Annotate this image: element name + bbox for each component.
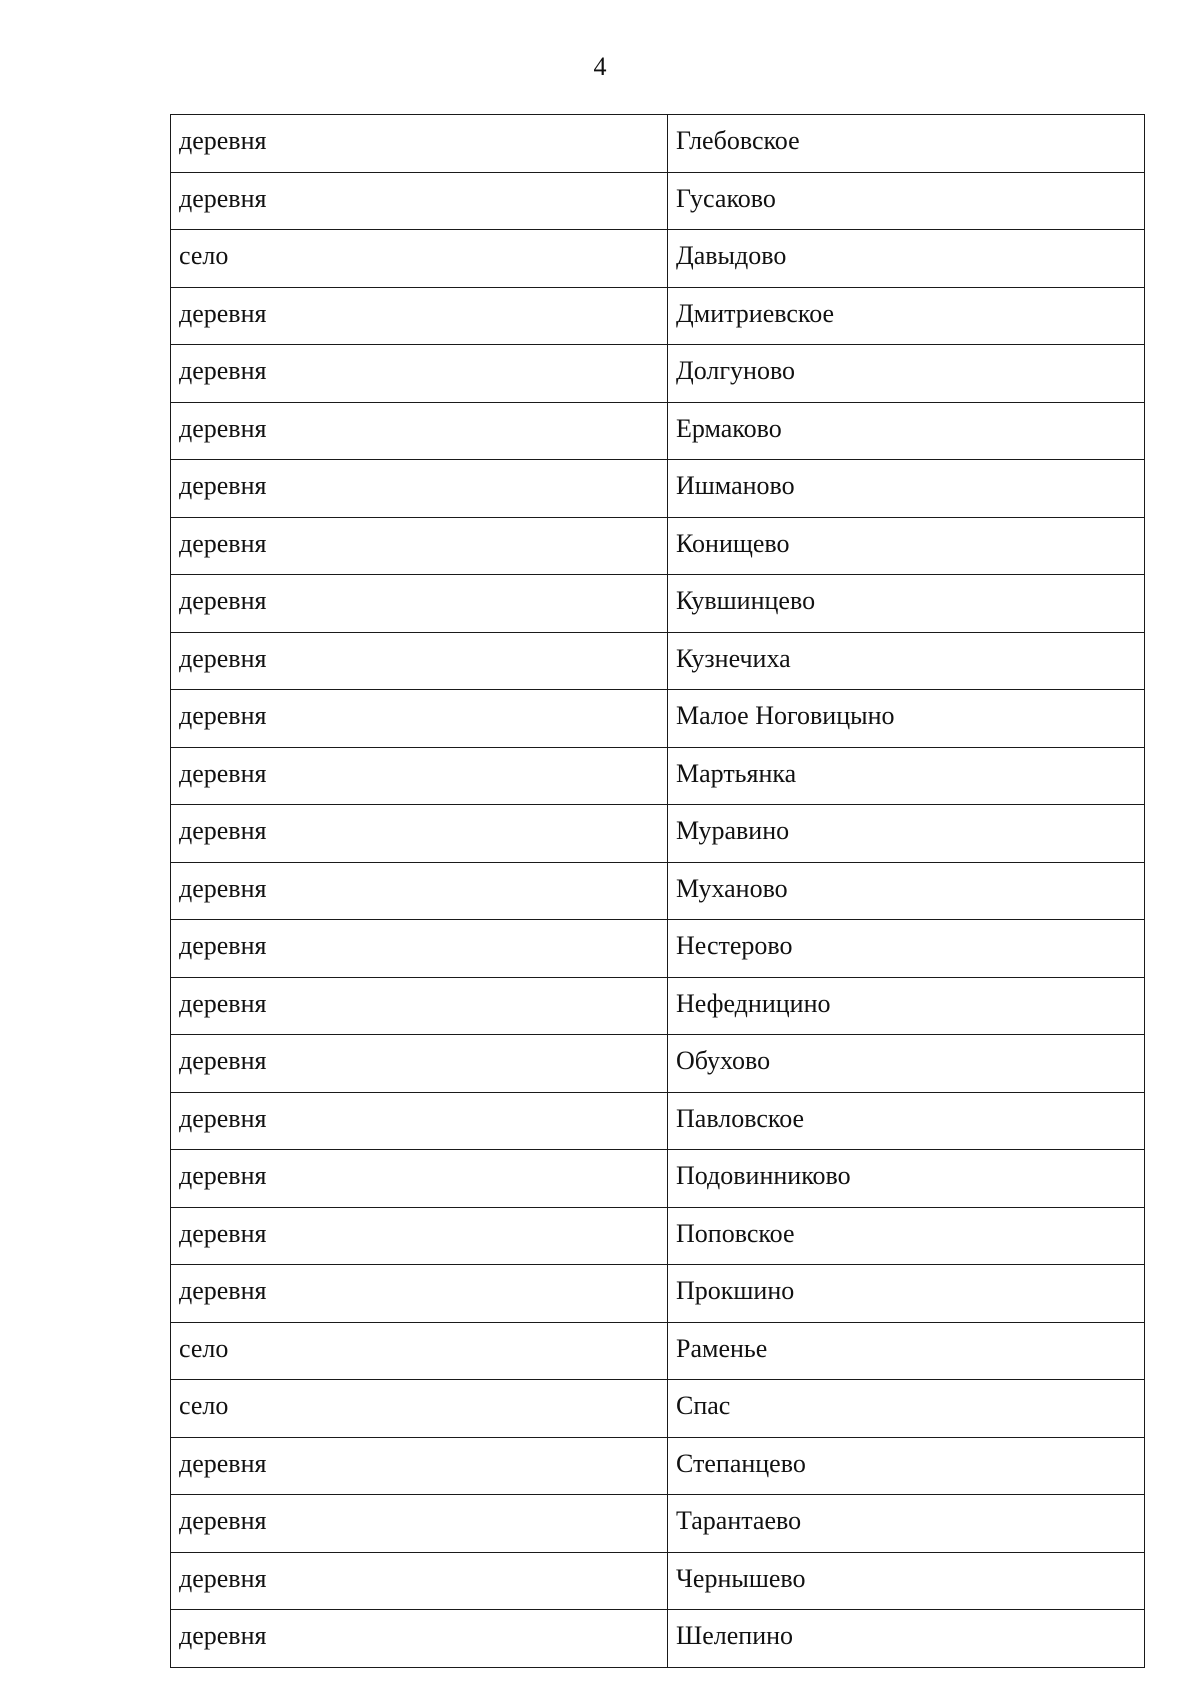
settlement-name-cell: Нестерово bbox=[668, 920, 1145, 978]
table-row bbox=[171, 805, 1145, 863]
settlement-type-cell: деревня bbox=[171, 1207, 668, 1265]
settlement-type-cell: деревня bbox=[171, 1552, 668, 1610]
settlement-type-cell: деревня bbox=[171, 402, 668, 460]
page-number: 4 bbox=[593, 52, 607, 81]
table-row bbox=[171, 977, 1145, 1035]
table-row bbox=[171, 402, 1145, 460]
settlement-type-cell: деревня bbox=[171, 747, 668, 805]
table-row bbox=[171, 460, 1145, 518]
settlement-type-cell: деревня bbox=[171, 115, 668, 173]
settlement-name-cell: Подовинниково bbox=[668, 1150, 1145, 1208]
settlement-name-cell: Муханово bbox=[668, 862, 1145, 920]
table-row bbox=[171, 115, 1145, 173]
settlement-type-cell: деревня bbox=[171, 517, 668, 575]
table-row bbox=[171, 690, 1145, 748]
settlement-name-cell: Прокшино bbox=[668, 1265, 1145, 1323]
table-row bbox=[171, 1380, 1145, 1438]
settlement-name-cell: Гусаково bbox=[668, 172, 1145, 230]
settlement-name-cell: Долгуново bbox=[668, 345, 1145, 403]
settlement-name-cell: Спас bbox=[668, 1380, 1145, 1438]
settlements-table bbox=[170, 114, 1145, 1668]
settlement-type-cell: деревня bbox=[171, 1437, 668, 1495]
settlement-type-cell: деревня bbox=[171, 1092, 668, 1150]
settlement-name-cell: Конищево bbox=[668, 517, 1145, 575]
settlement-type-cell: деревня bbox=[171, 1610, 668, 1668]
settlement-name-cell: Поповское bbox=[668, 1207, 1145, 1265]
table-row bbox=[171, 1207, 1145, 1265]
table-row bbox=[171, 575, 1145, 633]
table-row bbox=[171, 1035, 1145, 1093]
settlements-table-body bbox=[171, 115, 1145, 1668]
settlement-type-cell: деревня bbox=[171, 460, 668, 518]
settlement-name-cell: Павловское bbox=[668, 1092, 1145, 1150]
settlement-type-cell: деревня bbox=[171, 862, 668, 920]
settlement-name-cell: Нефедницино bbox=[668, 977, 1145, 1035]
settlement-name-cell: Малое Ноговицыно bbox=[668, 690, 1145, 748]
table-row bbox=[171, 517, 1145, 575]
settlement-type-cell: деревня bbox=[171, 172, 668, 230]
settlement-type-cell: село bbox=[171, 1380, 668, 1438]
table-row bbox=[171, 1495, 1145, 1553]
settlement-name-cell: Ермаково bbox=[668, 402, 1145, 460]
settlement-name-cell: Тарантаево bbox=[668, 1495, 1145, 1553]
table-row bbox=[171, 1552, 1145, 1610]
table-row bbox=[171, 862, 1145, 920]
settlement-type-cell: деревня bbox=[171, 805, 668, 863]
settlement-type-cell: деревня bbox=[171, 1150, 668, 1208]
settlement-name-cell: Ишманово bbox=[668, 460, 1145, 518]
table-row bbox=[171, 1610, 1145, 1668]
settlement-type-cell: деревня bbox=[171, 632, 668, 690]
table-row bbox=[171, 1322, 1145, 1380]
table-row bbox=[171, 1150, 1145, 1208]
settlement-name-cell: Давыдово bbox=[668, 230, 1145, 288]
table-row bbox=[171, 230, 1145, 288]
settlement-name-cell: Шелепино bbox=[668, 1610, 1145, 1668]
settlement-type-cell: деревня bbox=[171, 287, 668, 345]
settlement-name-cell: Раменье bbox=[668, 1322, 1145, 1380]
settlement-type-cell: село bbox=[171, 1322, 668, 1380]
table-row bbox=[171, 920, 1145, 978]
table-row bbox=[171, 1265, 1145, 1323]
table-row bbox=[171, 287, 1145, 345]
settlement-type-cell: деревня bbox=[171, 575, 668, 633]
table-row bbox=[171, 747, 1145, 805]
settlement-name-cell: Дмитриевское bbox=[668, 287, 1145, 345]
settlement-name-cell: Мартьянка bbox=[668, 747, 1145, 805]
table-row bbox=[171, 345, 1145, 403]
settlement-name-cell: Кузнечиха bbox=[668, 632, 1145, 690]
table-row bbox=[171, 1437, 1145, 1495]
settlement-name-cell: Чернышево bbox=[668, 1552, 1145, 1610]
settlement-name-cell: Обухово bbox=[668, 1035, 1145, 1093]
settlement-name-cell: Степанцево bbox=[668, 1437, 1145, 1495]
settlement-type-cell: село bbox=[171, 230, 668, 288]
settlement-type-cell: деревня bbox=[171, 1495, 668, 1553]
settlement-name-cell: Глебовское bbox=[668, 115, 1145, 173]
table-row bbox=[171, 172, 1145, 230]
settlement-type-cell: деревня bbox=[171, 690, 668, 748]
table-row bbox=[171, 1092, 1145, 1150]
settlement-type-cell: деревня bbox=[171, 1265, 668, 1323]
settlement-type-cell: деревня bbox=[171, 977, 668, 1035]
settlement-type-cell: деревня bbox=[171, 1035, 668, 1093]
settlement-type-cell: деревня bbox=[171, 920, 668, 978]
settlement-type-cell: деревня bbox=[171, 345, 668, 403]
settlement-name-cell: Муравино bbox=[668, 805, 1145, 863]
settlement-name-cell: Кувшинцево bbox=[668, 575, 1145, 633]
table-row bbox=[171, 632, 1145, 690]
